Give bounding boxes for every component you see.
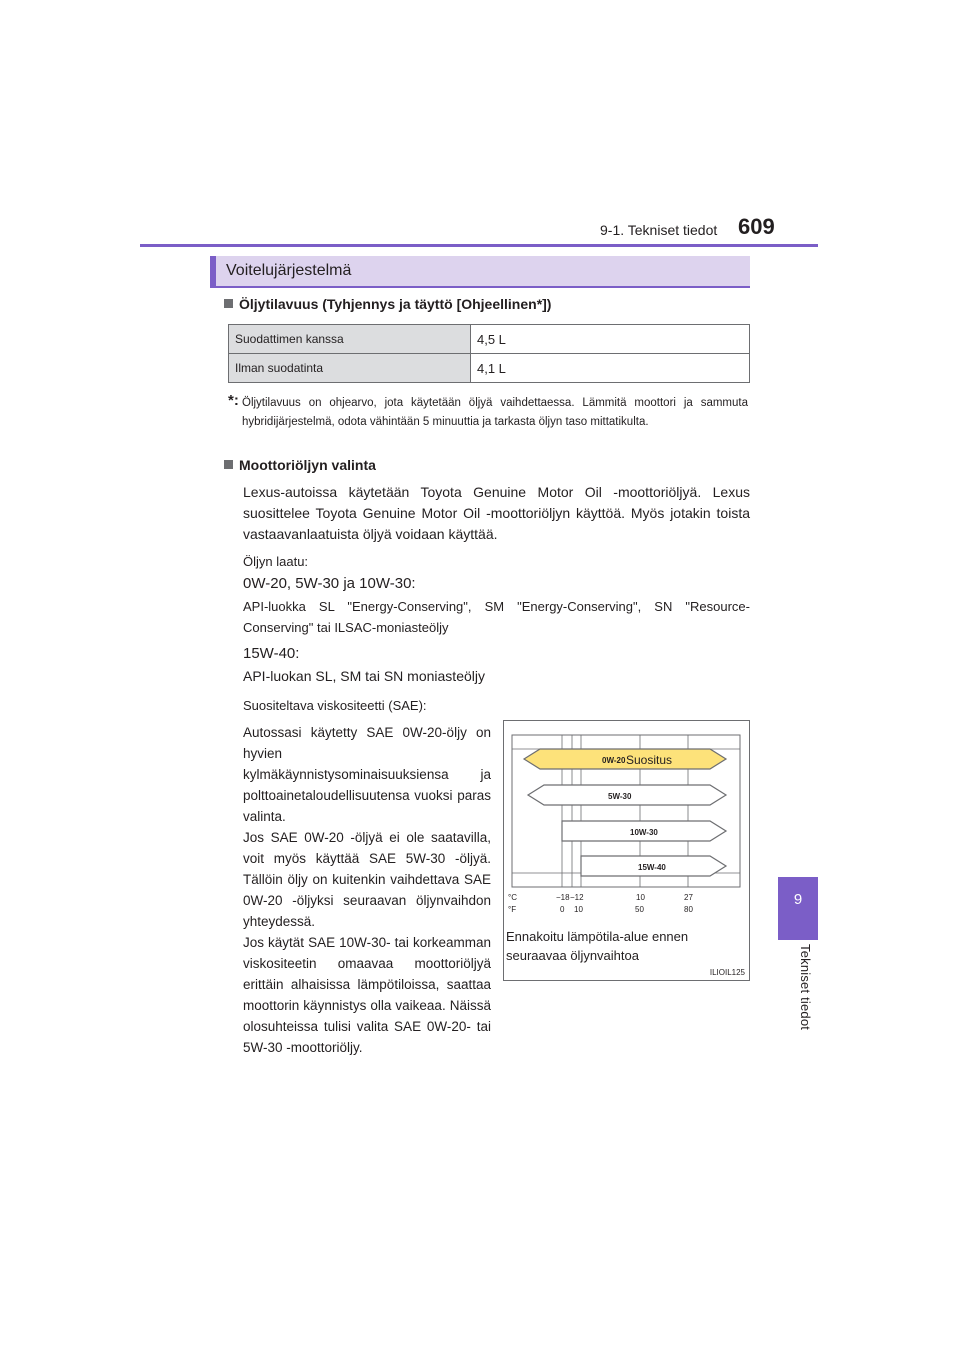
chapter-title: 9-1. Tekniset tiedot [600,222,718,238]
section-heading [210,256,750,288]
grade-label-15w40: 15W-40 [638,863,666,872]
chapter-tab: 9 [778,877,818,940]
oil-heading [224,457,376,473]
bullet-square-icon [224,460,233,469]
chapter-tab-label: Tekniset tiedot [798,944,813,1031]
table-row [229,325,750,354]
oil-heading-text: Moottoriöljyn valinta [239,457,376,473]
viscosity-paragraph-2: Jos SAE 0W-20 -öljyä ei ole saatavilla, voit myös käyttää SAE 5W-30 -öljyä. Tällöin öljy on kuitenkin vaihdettava SAE 0W-20 -öljyksi seuraavan öljynvaihdon yhteydessä. [243,830,491,929]
capacity-heading [224,296,551,312]
bullet-square-icon [224,299,233,308]
viscosity-chart-svg [504,721,751,921]
viscosity-explanation [243,722,491,1058]
viscosity-paragraph-1: Autossasi käytetty SAE 0W-20-öljy on hyvien kylmäkäynnistysominaisuuksiensa ja polttoainetaloudellisuutensa vuoksi paras valinta. [243,725,491,824]
table-row [229,354,750,383]
footnote-mark: *: [228,392,239,409]
header-rule [140,244,818,247]
grade-label-0w20: 0W-20 [602,756,626,765]
tick-c-1: −18 [556,893,570,902]
tick-f-2: 10 [574,905,583,914]
figure-code: ILIOIL125 [709,968,745,977]
tick-c-3: 10 [636,893,645,902]
capacity-table [228,324,750,383]
footnote-text: Öljytilavuus on ohjearvo, jota käytetään öljyä vaihdettaessa. Lämmitä moottori ja sammuta hybridijärjestelmä, odota vähintään 5 minuuttia ja tarkasta öljyn taso mittatikulta. [242,397,748,428]
figure-caption: Ennakoitu lämpötila-alue ennen seuraavaa öljynvaihtoa [506,929,689,963]
oil-grade-group-1-desc: API-luokka SL "Energy-Conserving", SM "Energy-Conserving", SN "Resource-Conserving" tai ILSAC-moniasteöljy [243,599,750,635]
viscosity-label: Suositeltava viskositeetti (SAE): [243,698,427,713]
viscosity-paragraph-3: Jos käytät SAE 10W-30- tai korkeamman viskositeetin omaavaa moottoriöljyä erittäin alhaisissa lämpötiloissa, saattaa moottorin käynnistys olla vaikeaa. Näissä olosuhteissa tulisi valita SAE 0W-20- tai 5W-30 -moottoriöljy. [243,935,491,1055]
tick-c-4: 27 [684,893,693,902]
recommended-label: Suositus [626,753,673,767]
oil-grade-group-2-desc: API-luokan SL, SM tai SN moniasteöljy [243,668,485,684]
tick-f-4: 80 [684,905,693,914]
grade-label-10w30: 10W-30 [630,828,658,837]
page-number: 609 [738,214,775,239]
viscosity-chart [503,720,750,981]
oil-grade-group-1: 0W-20, 5W-30 ja 10W-30: [243,575,416,592]
oil-quality-label: Öljyn laatu: [243,554,309,569]
unit-celsius: °C [508,893,517,902]
section-heading-text: Voitelujärjestelmä [226,262,352,279]
capacity-heading-text: Öljytilavuus (Tyhjennys ja täyttö [Ohjeellinen*]) [239,296,552,312]
table-cell-label: Suodattimen kanssa [229,325,471,354]
tick-f-3: 50 [635,905,644,914]
oil-grade-group-2: 15W-40: [243,645,300,662]
oil-intro: Lexus-autoissa käytetään Toyota Genuine Motor Oil -moottoriöljyä. Lexus suosittelee Toyota Genuine Motor Oil -moottoriöljyn käyttöä. Myös jotakin toista vastaavanlaatuista öljyä voidaan käyttää. [243,484,750,542]
tick-f-1: 0 [560,905,565,914]
table-cell-value: 4,5 L [471,325,750,354]
footnote [228,394,748,432]
unit-fahrenheit: °F [508,905,517,914]
tick-c-2: −12 [570,893,584,902]
table-cell-value: 4,1 L [471,354,750,383]
grade-label-5w30: 5W-30 [608,792,632,801]
table-cell-label: Ilman suodatinta [229,354,471,383]
